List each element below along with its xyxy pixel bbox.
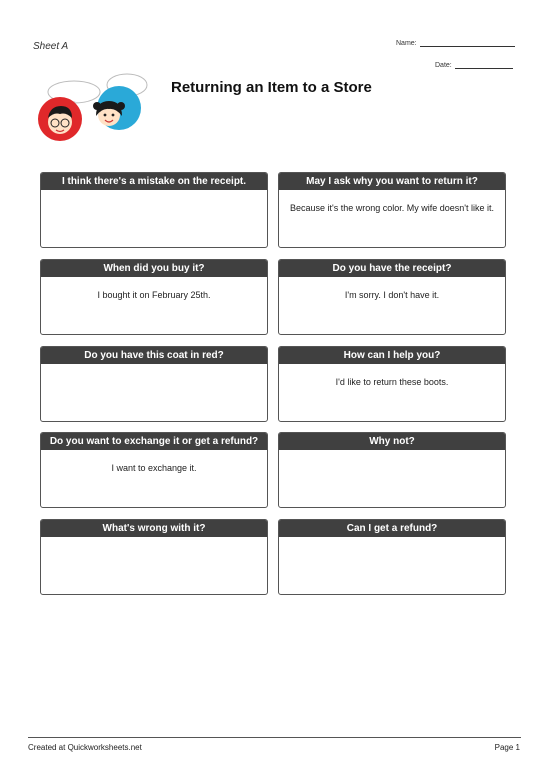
question-card	[278, 172, 506, 248]
card-question: What's wrong with it?	[41, 520, 267, 537]
card-answer	[41, 190, 267, 202]
card-question: Do you have the receipt?	[279, 260, 505, 277]
card-answer: Because it's the wrong color. My wife doesn't like it.	[289, 203, 495, 213]
card-question: Do you want to exchange it or get a refund?	[41, 433, 267, 450]
name-line	[420, 38, 515, 47]
date-label: Date:	[435, 62, 452, 69]
card-answer	[279, 450, 505, 462]
name-field	[396, 38, 515, 47]
question-card	[278, 519, 506, 595]
card-question: Can I get a refund?	[279, 520, 505, 537]
card-question: Why not?	[279, 433, 505, 450]
question-card	[40, 519, 268, 595]
question-card	[40, 432, 268, 508]
card-answer: I'm sorry. I don't have it.	[344, 290, 440, 300]
card-answer	[41, 537, 267, 549]
card-question: When did you buy it?	[41, 260, 267, 277]
kids-logo-icon	[34, 72, 149, 142]
question-card	[40, 172, 268, 248]
footer-divider	[28, 737, 521, 738]
question-card	[40, 259, 268, 335]
card-answer: I bought it on February 25th.	[97, 290, 211, 300]
date-field	[435, 60, 513, 69]
card-answer	[41, 364, 267, 376]
question-card	[278, 432, 506, 508]
date-line	[455, 60, 513, 69]
card-question: May I ask why you want to return it?	[279, 173, 505, 190]
question-card	[278, 259, 506, 335]
card-answer: I want to exchange it.	[111, 463, 197, 473]
question-card	[40, 346, 268, 422]
name-label: Name:	[396, 40, 417, 47]
card-question: How can I help you?	[279, 347, 505, 364]
card-question: I think there's a mistake on the receipt.	[41, 173, 267, 190]
question-card	[278, 346, 506, 422]
sheet-label: Sheet A	[33, 41, 69, 52]
card-question: Do you have this coat in red?	[41, 347, 267, 364]
footer-credit: Created at Quickworksheets.net	[28, 743, 142, 752]
page-title: Returning an Item to a Store	[171, 79, 372, 96]
page-number: Page 1	[494, 743, 520, 752]
card-answer: I'd like to return these boots.	[335, 377, 449, 387]
card-answer	[279, 537, 505, 549]
